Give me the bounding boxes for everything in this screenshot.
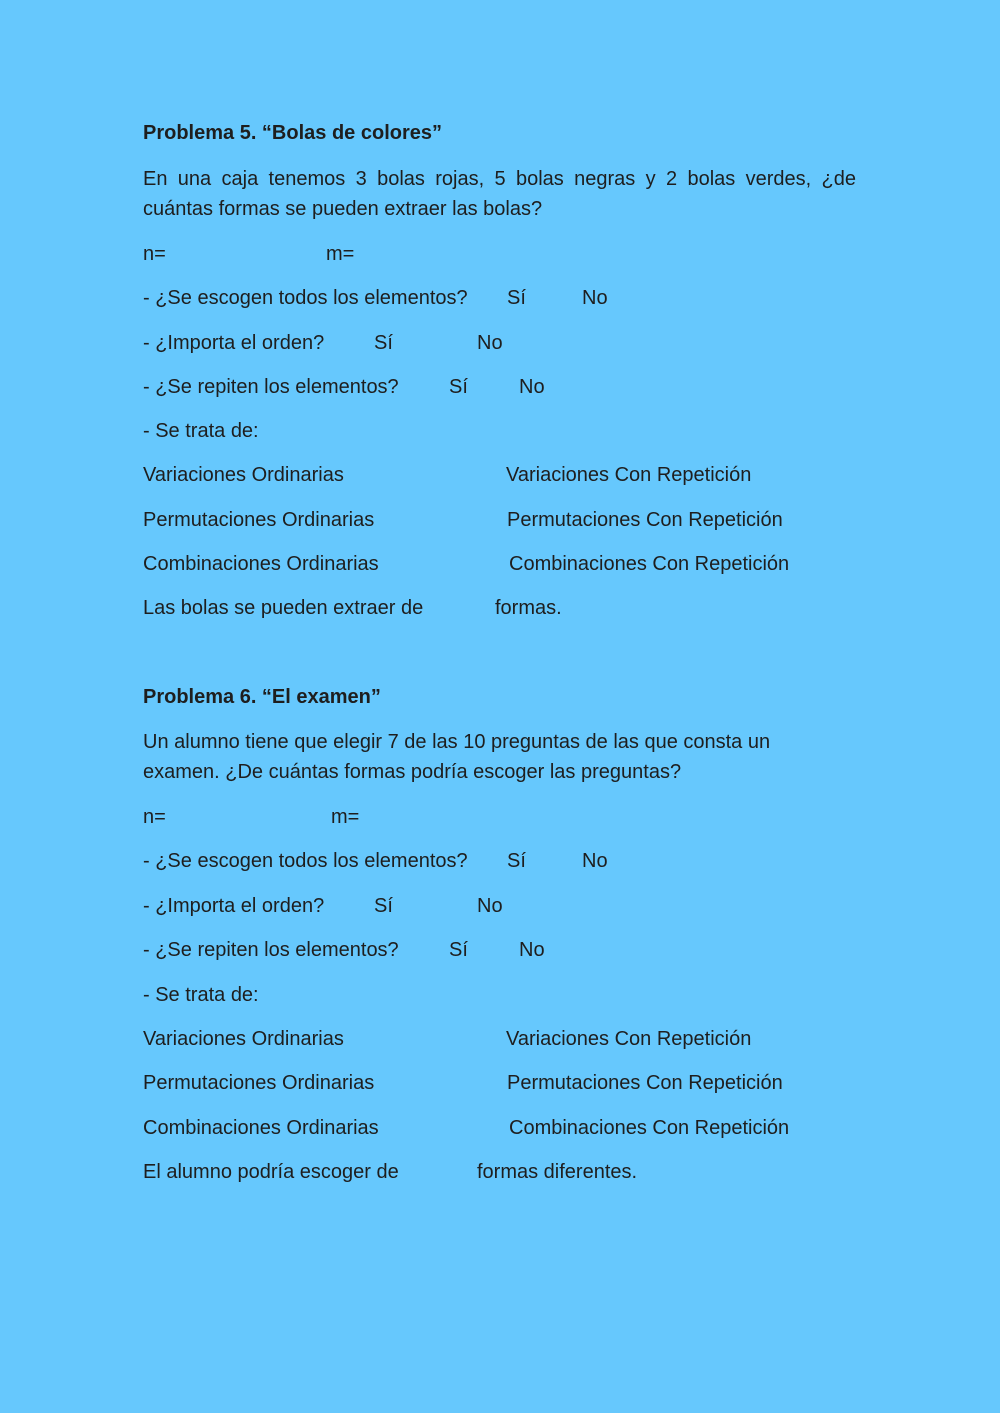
problem6-answer-suffix: formas diferentes. xyxy=(477,1161,638,1183)
problem6-repeat-yes-option[interactable]: Sí xyxy=(449,939,468,961)
problem6-statement-line2: examen. ¿De cuántas formas podría escoger las preguntas? xyxy=(143,761,682,783)
problem6-option-combinaciones-con-repeticion[interactable]: Combinaciones Con Repetición xyxy=(509,1117,790,1139)
problem5-option-combinaciones-con-repeticion[interactable]: Combinaciones Con Repetición xyxy=(509,553,790,575)
problem5-question-repeat: - ¿Se repiten los elementos? xyxy=(143,376,399,398)
problem6-option-variaciones-ordinarias[interactable]: Variaciones Ordinarias xyxy=(143,1028,344,1050)
problem5-all-no-option[interactable]: No xyxy=(582,287,608,309)
problem6-title: Problema 6. “El examen” xyxy=(143,686,381,708)
problem6-question-order: - ¿Importa el orden? xyxy=(143,895,325,917)
problem6-answer-prefix: El alumno podría escoger de xyxy=(143,1161,399,1183)
problem5-order-yes-option[interactable]: Sí xyxy=(374,332,393,354)
problem5-type-label: - Se trata de: xyxy=(143,420,259,442)
problem6-n-label: n= xyxy=(143,806,166,828)
problem5-statement-line2: cuántas formas se pueden extraer las bolas? xyxy=(143,198,543,220)
problem5-statement-line1: En una caja tenemos 3 bolas rojas, 5 bolas negras y 2 bolas verdes, ¿de xyxy=(143,168,856,190)
problem6-m-label: m= xyxy=(331,806,360,828)
problem6-option-variaciones-con-repeticion[interactable]: Variaciones Con Repetición xyxy=(506,1028,752,1050)
problem5-option-variaciones-ordinarias[interactable]: Variaciones Ordinarias xyxy=(143,464,344,486)
problem5-repeat-yes-option[interactable]: Sí xyxy=(449,376,468,398)
problem5-question-all: - ¿Se escogen todos los elementos? xyxy=(143,287,468,309)
problem6-repeat-no-option[interactable]: No xyxy=(519,939,545,961)
problem5-all-yes-option[interactable]: Sí xyxy=(507,287,526,309)
problem5-title: Problema 5. “Bolas de colores” xyxy=(143,122,442,144)
problem5-m-label: m= xyxy=(326,243,355,265)
problem6-order-yes-option[interactable]: Sí xyxy=(374,895,393,917)
problem5-statement xyxy=(143,164,856,224)
problem6-statement xyxy=(143,727,856,787)
problem5-option-permutaciones-ordinarias[interactable]: Permutaciones Ordinarias xyxy=(143,509,375,531)
problem6-all-yes-option[interactable]: Sí xyxy=(507,850,526,872)
problem5-n-label: n= xyxy=(143,243,166,265)
problem6-question-all: - ¿Se escogen todos los elementos? xyxy=(143,850,468,872)
problem5-answer-suffix: formas. xyxy=(495,597,562,619)
problem6-type-label: - Se trata de: xyxy=(143,984,259,1006)
problem5-repeat-no-option[interactable]: No xyxy=(519,376,545,398)
problem5-option-variaciones-con-repeticion[interactable]: Variaciones Con Repetición xyxy=(506,464,752,486)
problem5-option-permutaciones-con-repeticion[interactable]: Permutaciones Con Repetición xyxy=(507,509,783,531)
problem5-option-combinaciones-ordinarias[interactable]: Combinaciones Ordinarias xyxy=(143,553,379,575)
problem5-answer-prefix: Las bolas se pueden extraer de xyxy=(143,597,424,619)
problem6-question-repeat: - ¿Se repiten los elementos? xyxy=(143,939,399,961)
problem6-all-no-option[interactable]: No xyxy=(582,850,608,872)
problem6-option-permutaciones-ordinarias[interactable]: Permutaciones Ordinarias xyxy=(143,1072,375,1094)
problem5-order-no-option[interactable]: No xyxy=(477,332,503,354)
problem6-order-no-option[interactable]: No xyxy=(477,895,503,917)
problem6-option-combinaciones-ordinarias[interactable]: Combinaciones Ordinarias xyxy=(143,1117,379,1139)
problem6-option-permutaciones-con-repeticion[interactable]: Permutaciones Con Repetición xyxy=(507,1072,783,1094)
problem6-statement-line1: Un alumno tiene que elegir 7 de las 10 preguntas de las que consta un xyxy=(143,731,771,753)
problem5-question-order: - ¿Importa el orden? xyxy=(143,332,325,354)
